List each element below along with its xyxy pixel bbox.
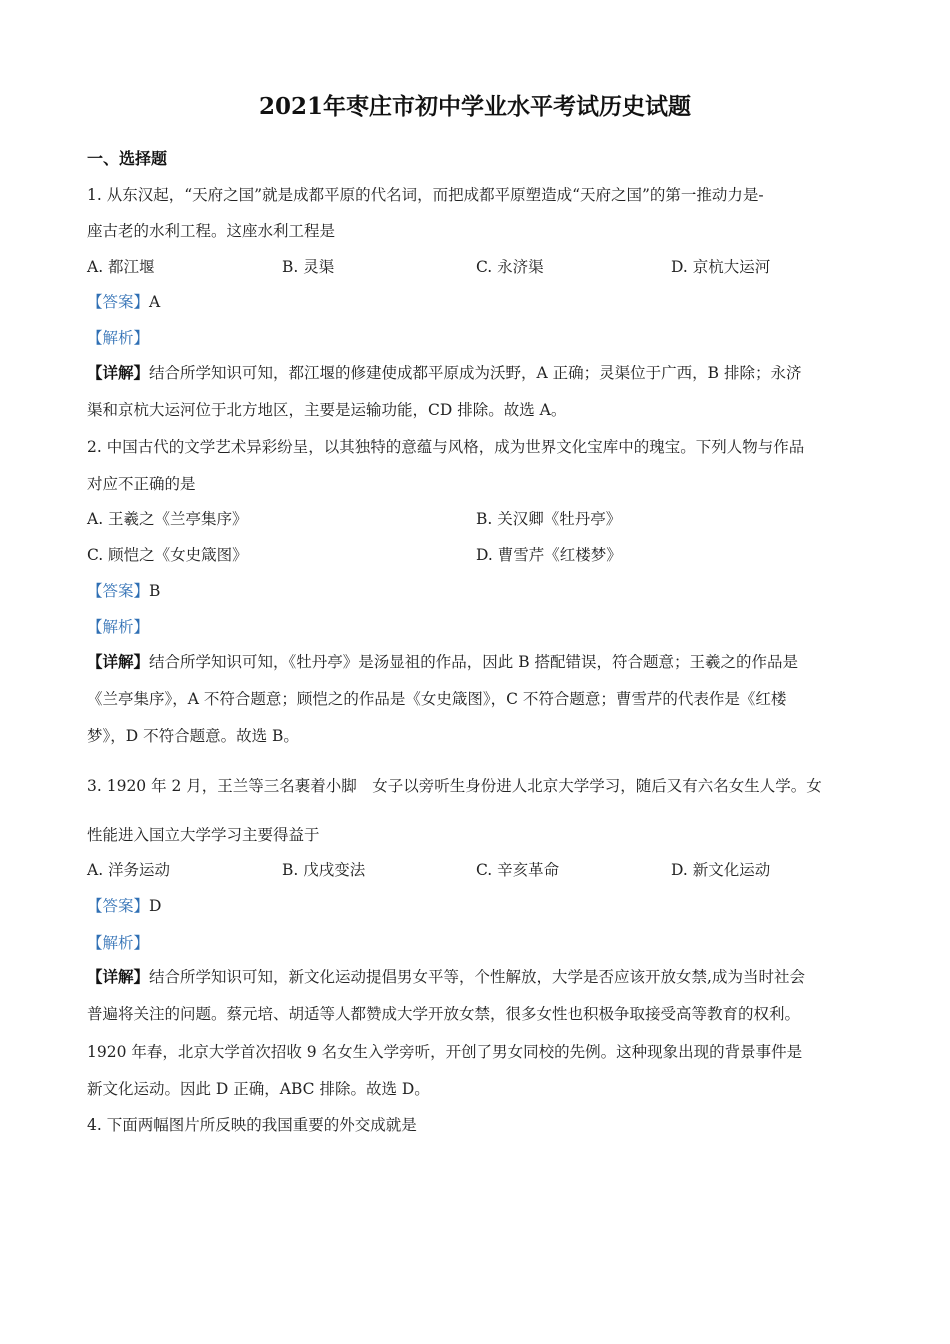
q3-option-b: B. 戊戌变法 — [282, 861, 366, 879]
q1-option-d: D. 京杭大运河 — [671, 258, 771, 276]
q2-option-b: B. 关汉卿《牡丹亭》 — [476, 510, 622, 528]
page-title: 2021年枣庄市初中学业水平考试历史试题 — [258, 93, 691, 120]
q2-option-d: D. 曹雪芹《红楼梦》 — [476, 546, 622, 564]
detail-tag: 【详解】 — [87, 363, 150, 382]
detail-text: 结合所学知识可知，都江堰的修建使成都平原成为沃野，A 正确；灵渠位于广西，B 排除；永济 — [149, 364, 802, 382]
q3-detail-line4: 新文化运动。因此 D 正确，ABC 排除。故选 D。 — [87, 1080, 430, 1098]
q4-stem-line1: 4. 下面两幅图片所反映的我国重要的外交成就是 — [87, 1116, 417, 1134]
q1-stem-line1: 1. 从东汉起，“天府之国”就是成都平原的代名词，而把成都平原塑造成“天府之国”的第一推动力是- — [87, 186, 764, 204]
q3-analysis-tag: 【解析】 — [87, 934, 150, 952]
q3-detail-line1 — [87, 965, 805, 987]
q2-analysis-tag: 【解析】 — [87, 618, 150, 636]
q1-option-a: A. 都江堰 — [87, 258, 155, 276]
q2-option-a: A. 王羲之《兰亭集序》 — [87, 510, 248, 528]
answer-tag: 【答案】 — [87, 897, 150, 915]
q3-option-d: D. 新文化运动 — [671, 861, 771, 879]
section-heading: 一、选择题 — [87, 149, 168, 168]
detail-tag: 【详解】 — [87, 967, 150, 986]
answer-value: A — [149, 293, 161, 311]
answer-tag: 【答案】 — [87, 293, 150, 311]
q2-option-c: C. 顾恺之《女史箴图》 — [87, 546, 248, 564]
q1-detail-line1 — [87, 361, 801, 383]
q3-option-a: A. 洋务运动 — [87, 861, 171, 879]
detail-text: 结合所学知识可知，新文化运动提倡男女平等，个性解放，大学是否应该开放女禁,成为当时社会 — [149, 968, 805, 986]
q3-stem-line1: 3. 1920 年 2 月，王兰等三名裹着小脚 女子以旁听生身份进人北京大学学习，随后又有六名女生人学。女 — [87, 777, 822, 795]
detail-tag: 【详解】 — [87, 652, 150, 671]
q1-option-c: C. 永济渠 — [476, 258, 544, 276]
answer-value: D — [149, 897, 162, 915]
q3-stem-line2: 性能进入国立大学学习主要得益于 — [87, 826, 320, 844]
q3-detail-line2: 普遍将关注的问题。蔡元培、胡适等人都赞成大学开放女禁，很多女性也积极争取接受高等教育的权利。 — [87, 1005, 801, 1023]
q2-detail-line1 — [87, 650, 798, 672]
answer-value: B — [149, 582, 161, 600]
q3-detail-line3: 1920 年春，北京大学首次招收 9 名女生入学旁听，开创了男女同校的先例。这种现象出现的背景事件是 — [87, 1043, 803, 1061]
q1-option-b: B. 灵渠 — [282, 258, 335, 276]
q2-stem-line1: 2. 中国古代的文学艺术异彩纷呈，以其独特的意蕴与风格，成为世界文化宝库中的瑰宝。下列人物与作品 — [87, 438, 805, 456]
q3-answer — [87, 894, 161, 916]
q2-answer — [87, 579, 160, 601]
q2-detail-line2: 《兰亭集序》，A 不符合题意；顾恺之的作品是《女史箴图》，C 不符合题意；曹雪芹的代表作是《红楼 — [87, 690, 787, 708]
q1-detail-line2: 渠和京杭大运河位于北方地区，主要是运输功能，CD 排除。故选 A。 — [87, 401, 567, 419]
q1-stem-line2: 座古老的水利工程。这座水利工程是 — [87, 222, 336, 240]
detail-text: 结合所学知识可知，《牡丹亭》是汤显祖的作品，因此 B 搭配错误，符合题意；王羲之的作品是 — [149, 653, 799, 671]
answer-tag: 【答案】 — [87, 582, 150, 600]
q3-option-c: C. 辛亥革命 — [476, 861, 560, 879]
q2-detail-line3: 梦》，D 不符合题意。故选 B。 — [87, 727, 299, 745]
q1-answer — [87, 290, 160, 312]
q1-analysis-tag: 【解析】 — [87, 329, 150, 347]
q2-stem-line2: 对应不正确的是 — [87, 475, 196, 493]
